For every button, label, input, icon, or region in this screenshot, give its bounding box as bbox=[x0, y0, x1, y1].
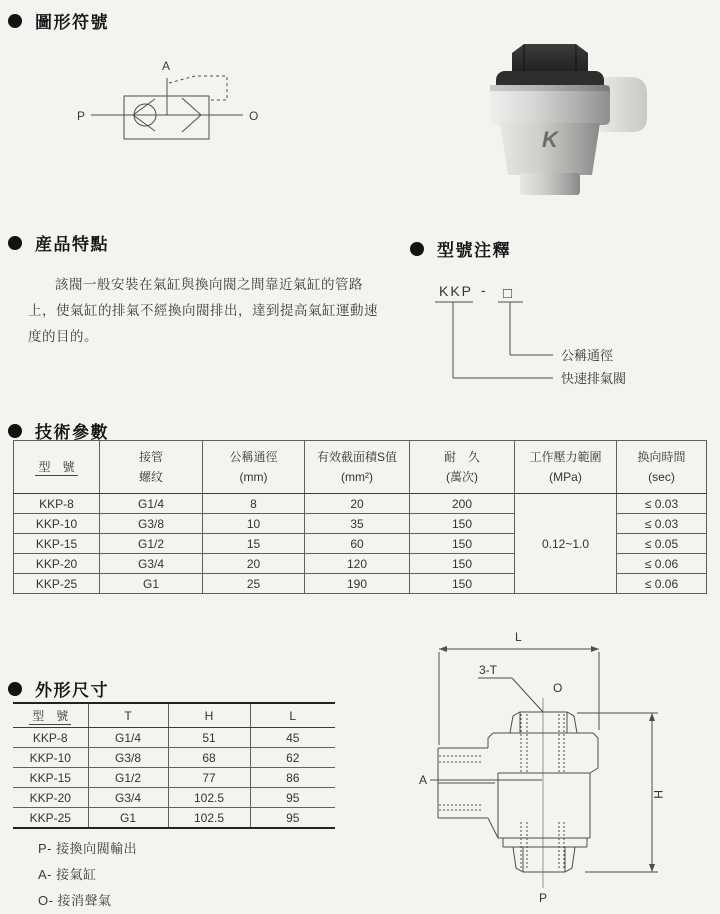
column-header: 型 號 bbox=[14, 441, 100, 494]
port-label-o: O bbox=[553, 681, 563, 695]
column-header: H bbox=[168, 703, 250, 728]
note-line: P- 接換向閥輸出 bbox=[38, 841, 138, 856]
cell: G1/4 bbox=[100, 494, 203, 514]
pressure-range-cell: 0.12~1.0 bbox=[515, 494, 617, 594]
cell: 150 bbox=[410, 534, 515, 554]
section-title: 外形尺寸 bbox=[35, 681, 109, 700]
cell: 95 bbox=[250, 808, 335, 829]
column-header: 接管 螺纹 bbox=[100, 441, 203, 494]
model-separator: - bbox=[481, 282, 486, 298]
table-row bbox=[13, 808, 335, 829]
cell: ≤ 0.03 bbox=[617, 494, 707, 514]
cell: KKP-8 bbox=[13, 728, 88, 748]
tech-params-table bbox=[13, 440, 707, 594]
note-line: O- 接消聲氣 bbox=[38, 893, 112, 908]
section-header-graphic-symbol bbox=[8, 8, 109, 33]
bullet-icon bbox=[8, 236, 22, 250]
cell: KKP-25 bbox=[14, 574, 100, 594]
table-row bbox=[13, 748, 335, 768]
cell: 20 bbox=[305, 494, 410, 514]
cell: KKP-20 bbox=[13, 788, 88, 808]
dim-label-h: H bbox=[651, 790, 665, 799]
cell: 62 bbox=[250, 748, 335, 768]
cell: 77 bbox=[168, 768, 250, 788]
cell: G1/2 bbox=[88, 768, 168, 788]
cell: G3/4 bbox=[88, 788, 168, 808]
cell: KKP-25 bbox=[13, 808, 88, 829]
cell: KKP-15 bbox=[14, 534, 100, 554]
cell: G1/4 bbox=[88, 728, 168, 748]
port-label-p: P bbox=[77, 109, 86, 123]
port-label-o: O bbox=[249, 109, 259, 123]
callout-quick-exhaust-valve: 快速排氣閥 bbox=[561, 371, 627, 386]
cell: 60 bbox=[305, 534, 410, 554]
bullet-icon bbox=[8, 682, 22, 696]
section-title: 技術參數 bbox=[35, 423, 109, 442]
cell: G1/2 bbox=[100, 534, 203, 554]
section-header-features bbox=[8, 230, 109, 255]
port-notes bbox=[38, 836, 137, 914]
cell: 51 bbox=[168, 728, 250, 748]
cell: KKP-8 bbox=[14, 494, 100, 514]
section-header-model-notation bbox=[410, 236, 511, 261]
features-paragraph: 該閥一般安裝在氣缸與換向閥之間靠近氣缸的管路上，使氣缸的排氣不經換向閥排出，達到提高氣缸運動速度的目的。 bbox=[28, 276, 378, 344]
tech-table-head-row bbox=[14, 441, 707, 494]
cell: 190 bbox=[305, 574, 410, 594]
table-row bbox=[13, 768, 335, 788]
cell: ≤ 0.06 bbox=[617, 554, 707, 574]
port-label-a: A bbox=[419, 773, 428, 787]
dimensions-table bbox=[13, 702, 335, 829]
cell: 150 bbox=[410, 574, 515, 594]
cell: 45 bbox=[250, 728, 335, 748]
callout-nominal-diameter: 公稱通徑 bbox=[561, 348, 614, 363]
photo-bottom-nipple bbox=[520, 173, 580, 195]
cell: 150 bbox=[410, 514, 515, 534]
cell: 102.5 bbox=[168, 808, 250, 829]
product-photo bbox=[450, 15, 660, 200]
outline-drawing bbox=[375, 622, 705, 907]
column-header: 耐 久 (萬次) bbox=[410, 441, 515, 494]
dims-table-body bbox=[13, 728, 335, 829]
port-label-a: A bbox=[162, 59, 171, 73]
section-title: 圖形符號 bbox=[35, 13, 109, 32]
cell: ≤ 0.05 bbox=[617, 534, 707, 554]
dims-table-head-row bbox=[13, 703, 335, 728]
table-row bbox=[13, 788, 335, 808]
cell: G1 bbox=[100, 574, 203, 594]
cell: 102.5 bbox=[168, 788, 250, 808]
table-row bbox=[14, 494, 707, 514]
column-header: L bbox=[250, 703, 335, 728]
model-placeholder-box: □ bbox=[503, 285, 513, 302]
cell: G3/8 bbox=[100, 514, 203, 534]
cell: KKP-20 bbox=[14, 554, 100, 574]
column-header: 型 號 bbox=[13, 703, 88, 728]
column-header: 有效截面積S值 (mm²) bbox=[305, 441, 410, 494]
column-header: 公稱通徑 (mm) bbox=[203, 441, 305, 494]
cell: G3/4 bbox=[100, 554, 203, 574]
cell: 10 bbox=[203, 514, 305, 534]
cell: 8 bbox=[203, 494, 305, 514]
cell: ≤ 0.03 bbox=[617, 514, 707, 534]
cell: 25 bbox=[203, 574, 305, 594]
bullet-icon bbox=[410, 242, 424, 256]
table-row bbox=[13, 728, 335, 748]
bullet-icon bbox=[8, 424, 22, 438]
cell: 15 bbox=[203, 534, 305, 554]
cell: 20 bbox=[203, 554, 305, 574]
tech-table-body bbox=[14, 494, 707, 594]
column-header: 工作壓力範圍 (MPa) bbox=[515, 441, 617, 494]
model-notation-diagram bbox=[415, 268, 715, 398]
cell: 68 bbox=[168, 748, 250, 768]
column-header: T bbox=[88, 703, 168, 728]
thread-label-3t: 3-T bbox=[479, 663, 497, 677]
section-title: 型號注釋 bbox=[437, 241, 511, 260]
cell: ≤ 0.06 bbox=[617, 574, 707, 594]
note-line: A- 接氣缸 bbox=[38, 867, 97, 882]
column-header: 换向時間 (sec) bbox=[617, 441, 707, 494]
cell: 120 bbox=[305, 554, 410, 574]
photo-logo: K bbox=[542, 127, 558, 152]
dim-label-l: L bbox=[515, 630, 522, 644]
model-code: KKP bbox=[439, 283, 474, 299]
section-header-dimensions bbox=[8, 676, 109, 701]
cell: 35 bbox=[305, 514, 410, 534]
cell: KKP-10 bbox=[13, 748, 88, 768]
cell: 200 bbox=[410, 494, 515, 514]
port-label-p: P bbox=[539, 891, 548, 905]
cell: KKP-15 bbox=[13, 768, 88, 788]
cell: 86 bbox=[250, 768, 335, 788]
bullet-icon bbox=[8, 14, 22, 28]
cell: G3/8 bbox=[88, 748, 168, 768]
cell: KKP-10 bbox=[14, 514, 100, 534]
cell: 95 bbox=[250, 788, 335, 808]
cell: G1 bbox=[88, 808, 168, 829]
cell: 150 bbox=[410, 554, 515, 574]
section-title: 産品特點 bbox=[35, 235, 109, 254]
pneumatic-symbol-diagram bbox=[55, 50, 290, 170]
